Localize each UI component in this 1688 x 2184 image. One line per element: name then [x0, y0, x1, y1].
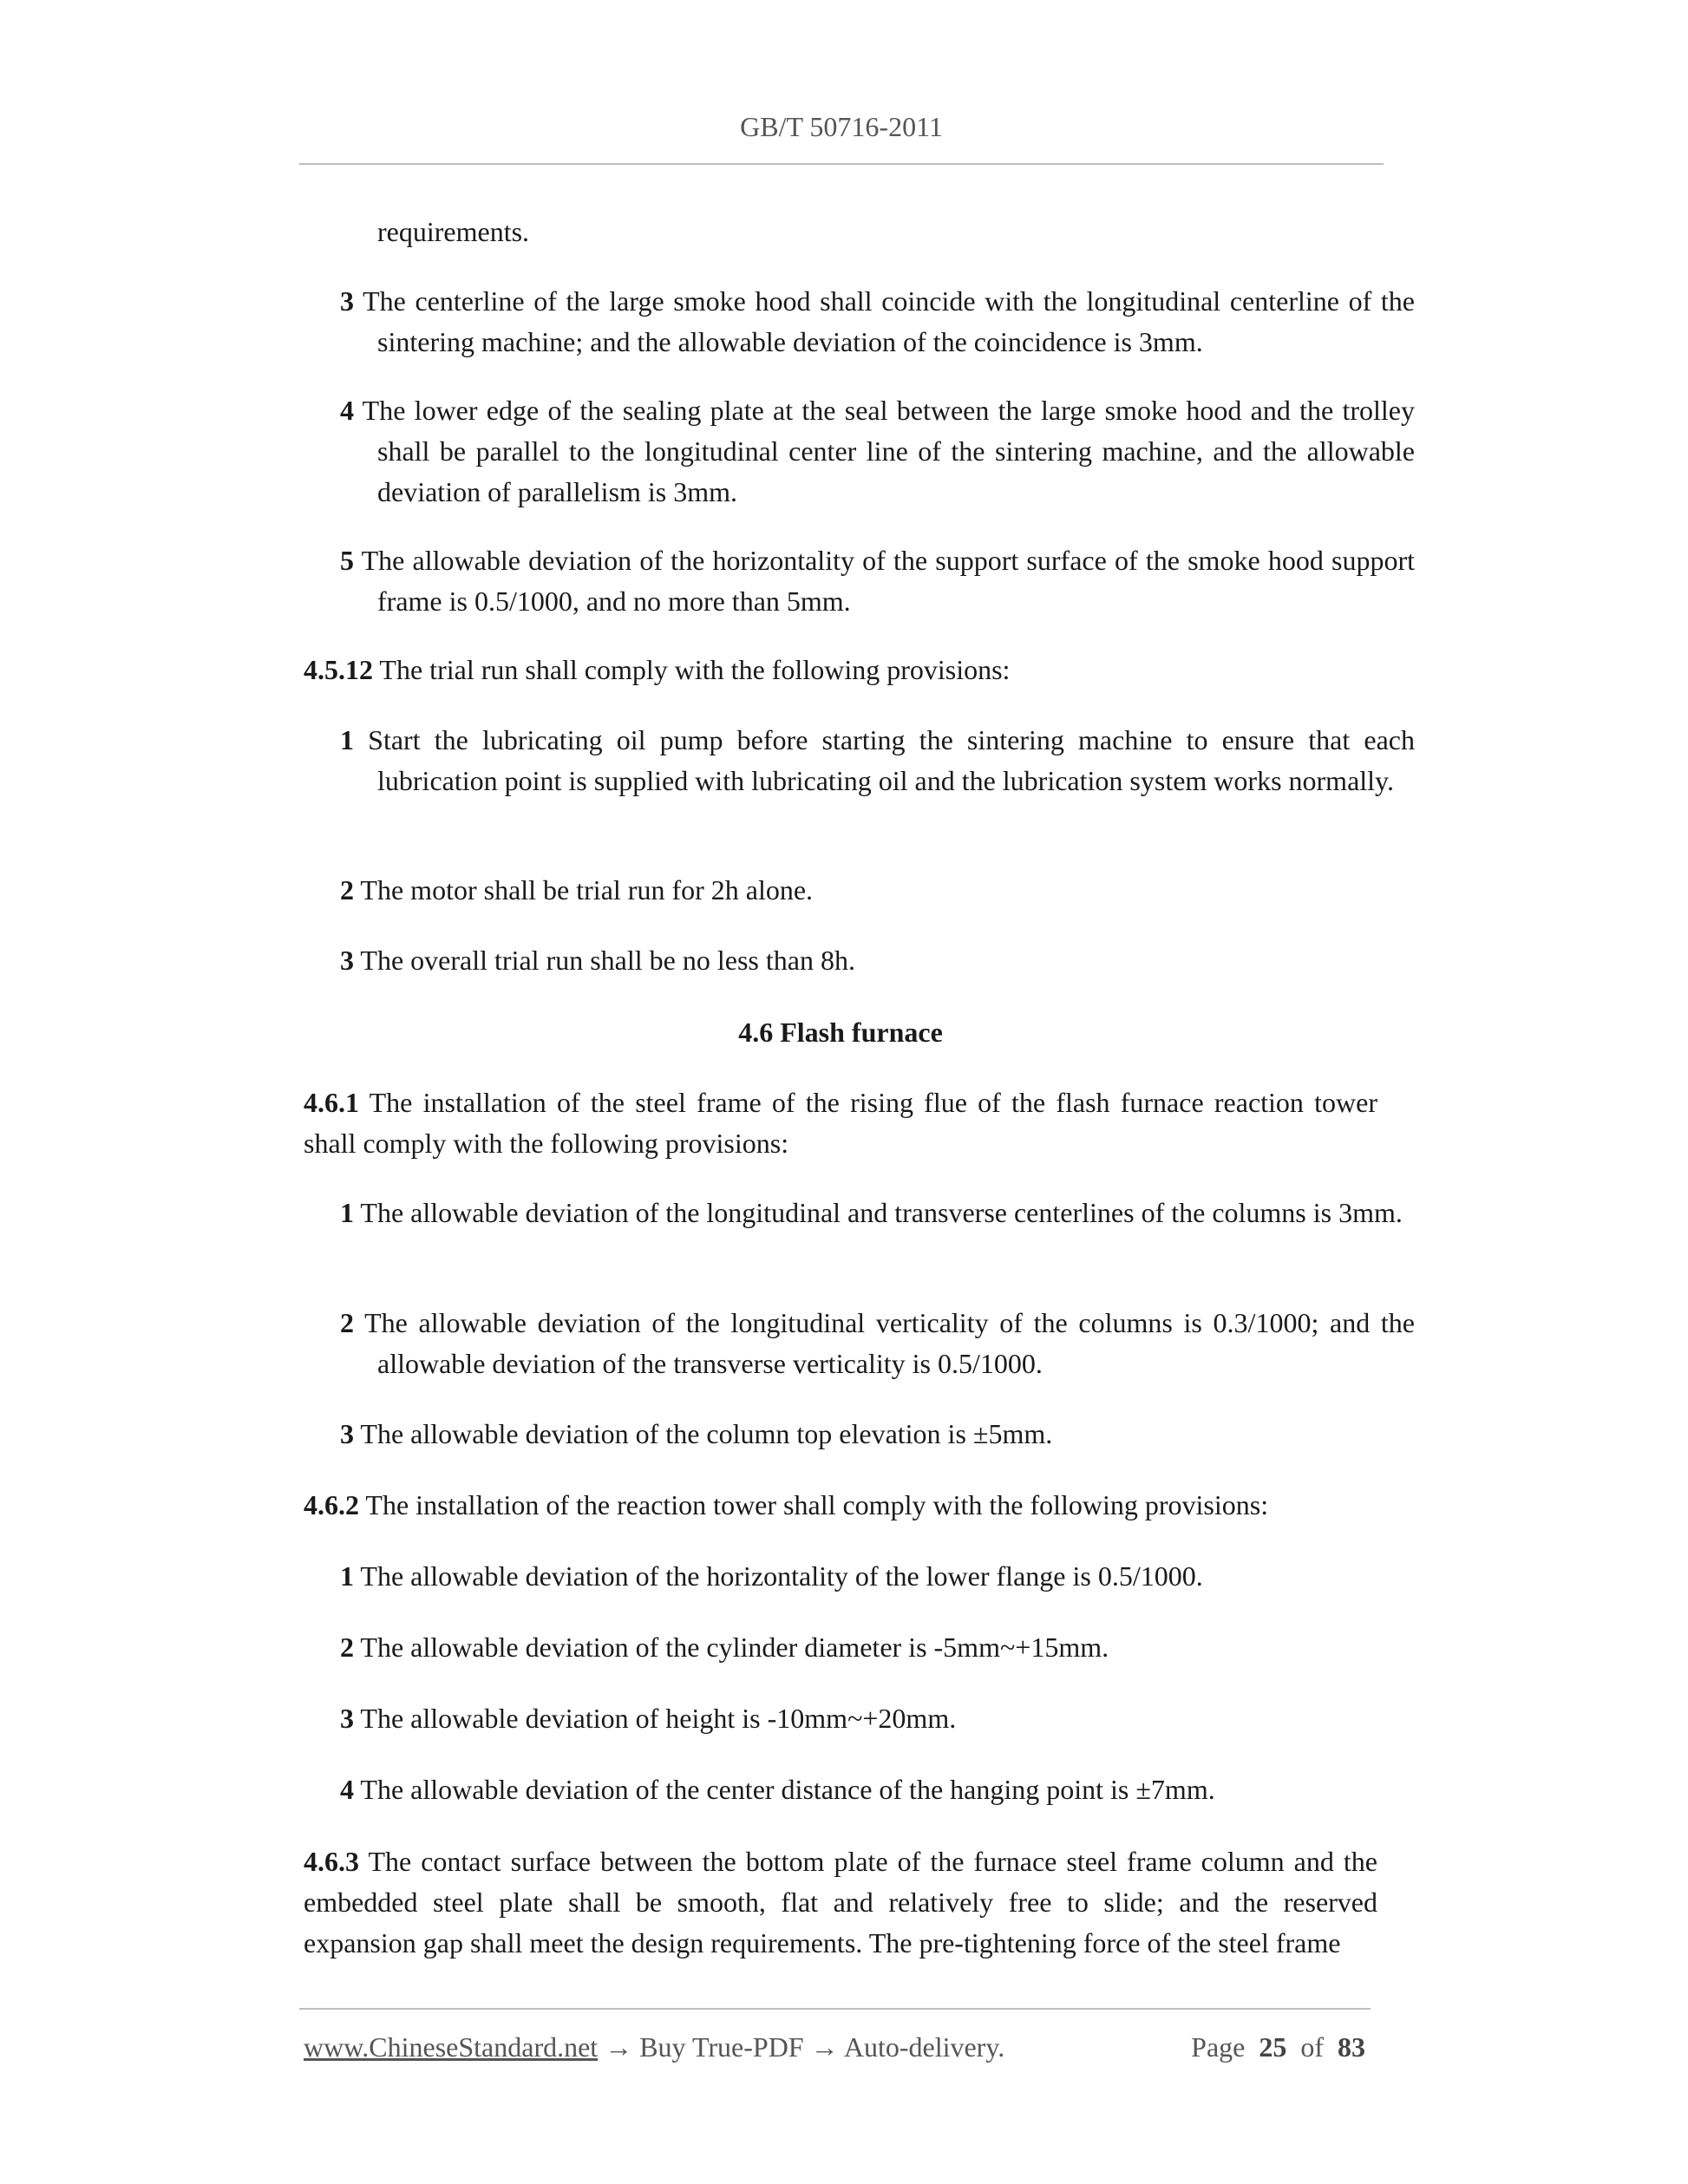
clause-number: 4.5.12 [304, 654, 373, 685]
list-item [340, 940, 1415, 981]
item-text: The allowable deviation of the horizontality of the support surface of the smoke hood support frame is 0.5/1000, and no more than 5mm. [354, 545, 1415, 617]
item-text: The motor shall be trial run for 2h alone. [354, 874, 814, 906]
item-number: 3 [340, 285, 354, 317]
item-text: Start the lubricating oil pump before starting the sintering machine to ensure that each lubrication point is supplied with lubricating oil and the lubrication system works normally. [354, 724, 1415, 796]
list-item [340, 1627, 1415, 1668]
item-text: The allowable deviation of the center distance of the hanging point is ±7mm. [354, 1774, 1215, 1805]
clause-paragraph [304, 1485, 1377, 1526]
clause-text: The trial run shall comply with the following provisions: [373, 654, 1011, 685]
list-item [340, 1414, 1415, 1455]
list-item [340, 390, 1415, 513]
paragraph-text: requirements. [377, 216, 530, 247]
footer-divider [299, 2008, 1371, 2010]
list-item [340, 1769, 1415, 1810]
item-number: 3 [340, 945, 354, 976]
paragraph-continuation [377, 212, 1377, 252]
footer-promo [304, 2031, 1004, 2063]
item-number: 1 [340, 724, 354, 755]
item-number: 4 [340, 1774, 354, 1805]
list-item [340, 1698, 1415, 1739]
clause-number: 4.6.3 [304, 1846, 359, 1877]
clause-text: The installation of the reaction tower shall comply with the following provisions: [359, 1489, 1269, 1520]
item-number: 3 [340, 1418, 354, 1449]
page-label: Page [1191, 2031, 1246, 2063]
page-indicator [1191, 2031, 1365, 2063]
item-number: 1 [340, 1197, 354, 1228]
item-text: The allowable deviation of the longitudinal and transverse centerlines of the columns is 3mm. [354, 1197, 1403, 1228]
item-text: The centerline of the large smoke hood shall coincide with the longitudinal centerline of the sintering machine; and the allowable deviation of the coincidence is 3mm. [354, 285, 1415, 357]
clause-text: The installation of the steel frame of the rising flue of the flash furnace reaction tower shall comply with the following provisions: [304, 1087, 1377, 1159]
item-number: 2 [340, 1307, 354, 1338]
list-item [340, 540, 1415, 622]
item-number: 5 [340, 545, 354, 576]
list-item [340, 1303, 1415, 1384]
item-text: The overall trial run shall be no less than 8h. [354, 945, 855, 976]
item-number: 2 [340, 1631, 354, 1663]
document-header: GB/T 50716-2011 [740, 111, 943, 142]
page-number: 25 [1259, 2031, 1287, 2063]
item-number: 4 [340, 395, 354, 426]
clause-text: The contact surface between the bottom plate of the furnace steel frame column and the embedded steel plate shall be smooth, flat and relatively free to slide; and the reserved expansion gap shall meet the design requirements. The pre-tightening force of the steel frame [304, 1846, 1377, 1958]
item-number: 2 [340, 874, 354, 906]
item-text: The allowable deviation of the longitudinal verticality of the columns is 0.3/1000; and the allowable deviation of the transverse verticality is 0.5/1000. [354, 1307, 1415, 1379]
item-number: 3 [340, 1703, 354, 1734]
section-title: 4.6 Flash furnace [738, 1017, 943, 1048]
clause-number: 4.6.1 [304, 1087, 359, 1118]
item-text: The allowable deviation of height is -10mm~+20mm. [354, 1703, 957, 1734]
item-text: The lower edge of the sealing plate at the seal between the large smoke hood and the trolley shall be parallel to the longitudinal center line of the sintering machine, and the allowable deviation of parallelism is 3mm. [354, 395, 1415, 507]
item-text: The allowable deviation of the horizontality of the lower flange is 0.5/1000. [354, 1560, 1203, 1592]
clause-number: 4.6.2 [304, 1489, 359, 1520]
clause-paragraph [304, 1082, 1377, 1164]
item-text: The allowable deviation of the column top elevation is ±5mm. [354, 1418, 1053, 1449]
of-label: of [1300, 2031, 1324, 2063]
page-total: 83 [1338, 2031, 1365, 2063]
auto-delivery-text: Auto-delivery. [843, 2031, 1005, 2063]
list-item [340, 870, 1415, 911]
arrow-icon: → [810, 2031, 839, 2063]
website-link[interactable]: www.ChineseStandard.net [304, 2031, 599, 2063]
header-divider [299, 163, 1384, 165]
list-item [340, 1556, 1415, 1597]
clause-paragraph [304, 1841, 1377, 1964]
list-item [340, 281, 1415, 363]
item-text: The allowable deviation of the cylinder diameter is -5mm~+15mm. [354, 1631, 1109, 1663]
clause-paragraph [304, 650, 1377, 690]
arrow-icon: → [605, 2031, 633, 2063]
item-number: 1 [340, 1560, 354, 1592]
buy-pdf-text: Buy True-PDF [639, 2031, 804, 2063]
list-item [340, 720, 1415, 801]
list-item [340, 1193, 1415, 1233]
